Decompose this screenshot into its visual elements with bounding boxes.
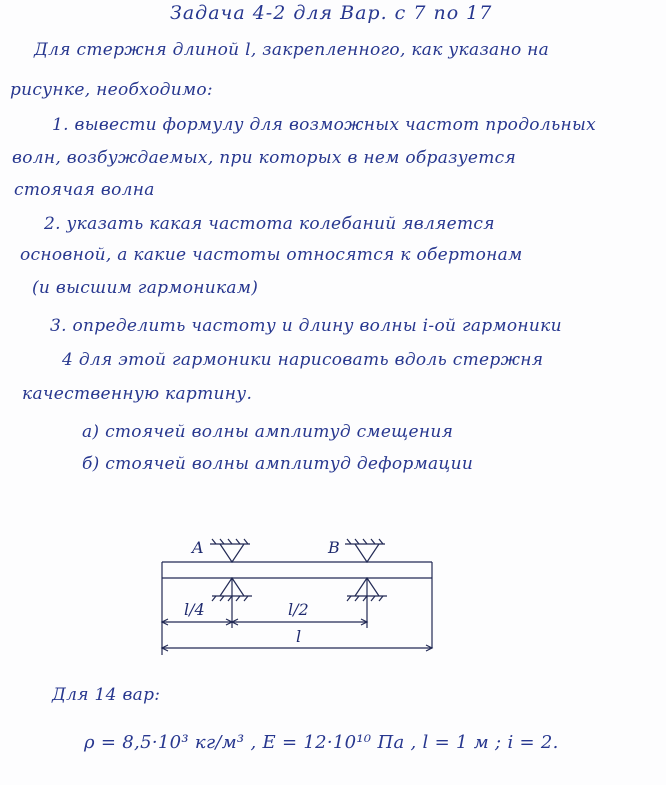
item-4a: а) стоячей волны амплитуд смещения [82,422,454,442]
support-label-b: B [328,538,340,557]
item-4-line-2: качественную картину. [22,384,253,404]
item-2-line-3: (и высшим гармоникам) [32,278,259,298]
support-label-a: A [192,538,204,557]
dimension-half: l/2 [288,600,309,619]
item-1-line-1: 1. вывести формулу для возможных частот продольных [52,115,597,135]
intro-line-1: Для стержня длиной l, закрепленного, как указано на [34,40,550,60]
item-1-line-3: стоячая волна [14,180,155,200]
dimension-total: l [296,627,302,646]
rod-diagram [150,530,450,660]
item-4b: б) стоячей волны амплитуд деформации [82,454,474,474]
item-2-line-2: основной, а какие частоты относятся к обертонам [20,245,523,265]
intro-line-2: рисунке, необходимо: [10,80,213,100]
variant-label: Для 14 вар: [52,685,161,705]
item-3: 3. определить частоту и длину волны i-ой гармоники [50,316,562,336]
item-1-line-2: волн, возбуждаемых, при которых в нем образуется [12,148,517,168]
task-title: Задача 4-2 для Вар. с 7 по 17 [170,2,493,24]
item-4-line-1: 4 для этой гармоники нарисовать вдоль стержня [62,350,544,370]
dimension-quarter: l/4 [184,600,205,619]
item-2-line-1: 2. указать какая частота колебаний является [44,214,495,234]
parameters-line: ρ = 8,5·10³ кг/м³ , E = 12·10¹⁰ Па , l = 1 м ; i = 2. [84,732,559,753]
